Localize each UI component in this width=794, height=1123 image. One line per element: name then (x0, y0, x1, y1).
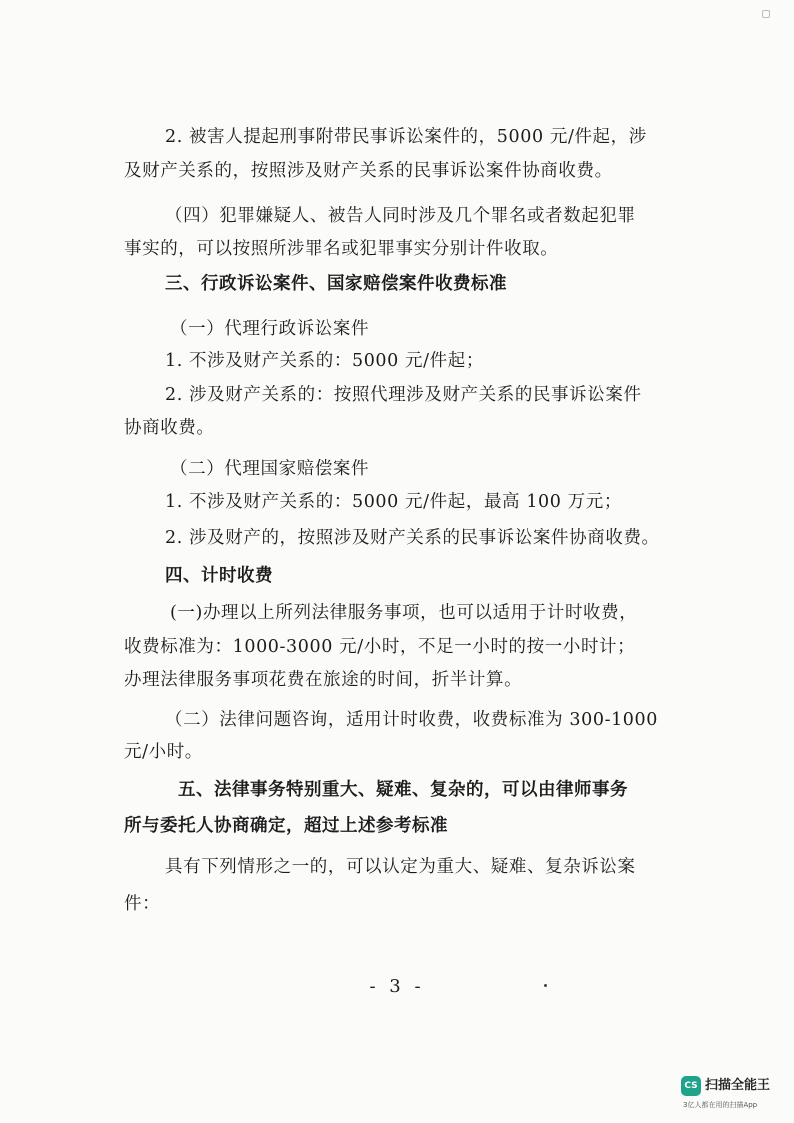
text-line: （一）代理行政诉讼案件 (170, 319, 370, 339)
corner-mark (762, 10, 770, 18)
text-line: 收费标准为：1000-3000 元/小时，不足一小时的按一小时计； (124, 637, 636, 657)
text-line: 协商收费。 (124, 418, 215, 438)
text-line: 1. 不涉及财产关系的：5000 元/件起； (165, 351, 484, 371)
scanner-watermark (681, 1074, 781, 1114)
text-line: 2. 涉及财产关系的：按照代理涉及财产关系的民事诉讼案件 (165, 385, 642, 405)
page-number: - 3 - (369, 976, 425, 997)
scan-speck (544, 984, 547, 987)
text-line: 元/小时。 (124, 742, 203, 762)
text-line: （二）法律问题咨询，适用计时收费，收费标准为 300-1000 (165, 710, 659, 730)
section-heading: 四、计时收费 (165, 566, 273, 586)
text-line: 件： (124, 894, 161, 914)
text-line: (一)办理以上所列法律服务事项，也可以适用于计时收费， (170, 603, 638, 623)
watermark-tagline: 3亿人都在用的扫描App (683, 1101, 758, 1109)
watermark-app-name: 扫描全能王 (705, 1078, 771, 1093)
camscanner-logo-icon: CS (681, 1076, 701, 1096)
text-line: 2. 被害人提起刑事附带民事诉讼案件的，5000 元/件起，涉 (165, 127, 647, 147)
text-line: 事实的，可以按照所涉罪名或犯罪事实分别计件收取。 (124, 239, 559, 259)
text-line: 办理法律服务事项花费在旅途的时间，折半计算。 (124, 670, 523, 690)
text-line: （四）犯罪嫌疑人、被告人同时涉及几个罪名或者数起犯罪 (165, 206, 636, 226)
section-heading: 所与委托人协商确定，超过上述参考标准 (124, 816, 448, 836)
section-heading: 五、法律事务特别重大、疑难、复杂的，可以由律师事务 (178, 780, 628, 800)
text-line: 2. 涉及财产的，按照涉及财产关系的民事诉讼案件协商收费。 (165, 528, 660, 548)
section-heading: 三、行政诉讼案件、国家赔偿案件收费标准 (165, 274, 507, 294)
text-line: 及财产关系的，按照涉及财产关系的民事诉讼案件协商收费。 (124, 161, 613, 181)
text-line: 1. 不涉及财产关系的：5000 元/件起，最高 100 万元； (165, 492, 622, 512)
text-line: 具有下列情形之一的，可以认定为重大、疑难、复杂诉讼案 (165, 857, 636, 877)
text-line: （二）代理国家赔偿案件 (170, 459, 370, 479)
